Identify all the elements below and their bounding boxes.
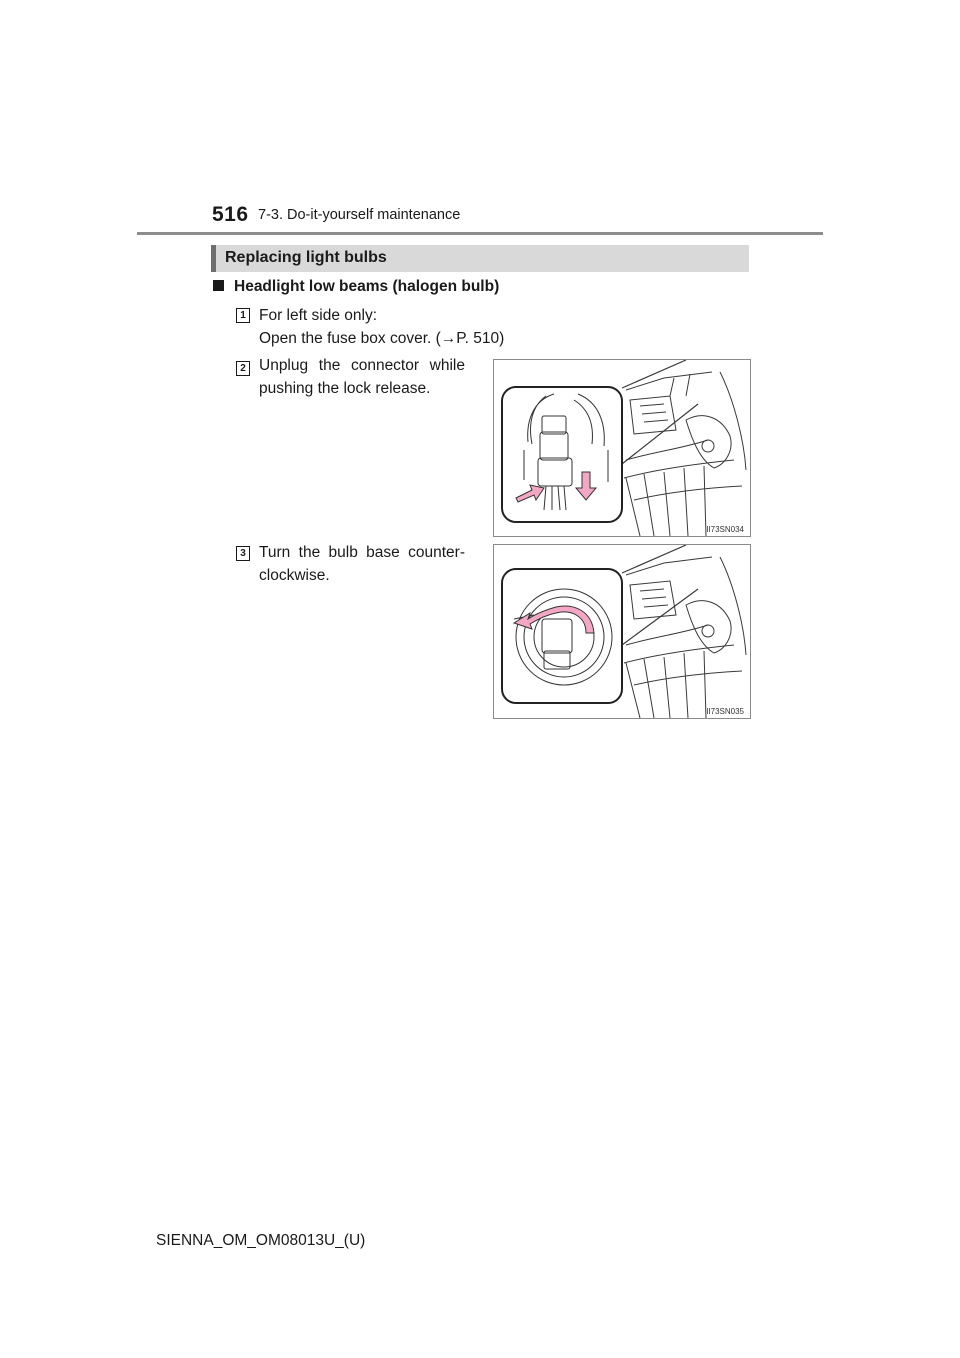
heading-accent bbox=[211, 245, 216, 272]
subheading-text: Headlight low beams (halogen bulb) bbox=[234, 278, 500, 295]
headlight-connector-illustration bbox=[494, 360, 750, 536]
figure-code: II73SN035 bbox=[706, 707, 744, 716]
subheading bbox=[213, 278, 499, 296]
section-heading bbox=[211, 245, 749, 272]
figure-code: II73SN034 bbox=[706, 525, 744, 534]
footer-doc-id: SIENNA_OM_OM08013U_(U) bbox=[156, 1232, 366, 1249]
step-1-text bbox=[259, 304, 504, 350]
section-heading-text: Replacing light bulbs bbox=[225, 249, 387, 266]
step-1-line-2: Open the fuse box cover. (→P. 510) bbox=[259, 330, 505, 347]
step-number-3: 3 bbox=[236, 546, 250, 561]
section-title: 7-3. Do-it-yourself maintenance bbox=[258, 207, 461, 223]
bullet-square-icon bbox=[213, 280, 224, 291]
header-rule bbox=[137, 232, 823, 235]
page-number: 516 bbox=[212, 203, 249, 226]
figure-unplug-connector bbox=[493, 359, 751, 537]
figure-turn-bulb-base bbox=[493, 544, 751, 719]
step-1-line-1: For left side only: bbox=[259, 307, 378, 324]
step-2-text: Unplug the connector while pushing the lock release. bbox=[259, 357, 465, 397]
step-3-text: Turn the bulb base counter-clockwise. bbox=[259, 544, 465, 584]
step-number-1: 1 bbox=[236, 308, 250, 323]
bulb-base-illustration bbox=[494, 545, 750, 718]
step-number-2: 2 bbox=[236, 361, 250, 376]
